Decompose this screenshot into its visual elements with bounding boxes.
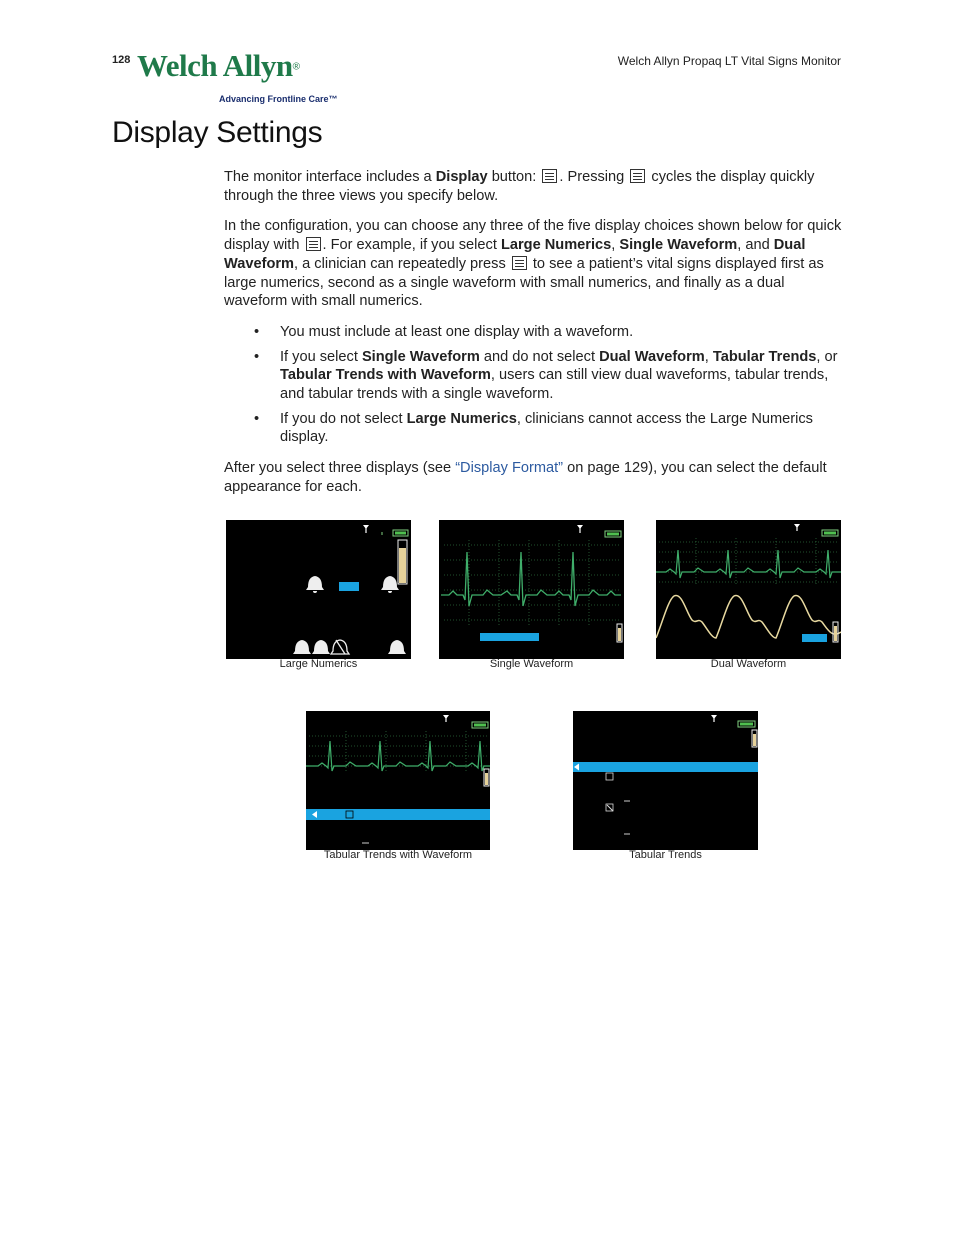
welch-allyn-logo: [137, 48, 338, 104]
bullet-list: [224, 323, 844, 447]
battery-icon: [472, 722, 488, 728]
dual-waveform-screenshot: [656, 520, 841, 659]
bullet-item: • If you do not select Large Numerics, clinicians cannot access the Large Numerics display.: [224, 410, 844, 447]
tabular-trends-screenshot: [573, 711, 758, 850]
display-button-icon: [306, 237, 321, 251]
page-number: 128: [112, 54, 131, 66]
battery-icon: [393, 530, 408, 536]
alarm-bell-icon: [306, 576, 324, 593]
display-button-icon: [542, 169, 557, 183]
highlight-box: [339, 582, 359, 591]
caption-tabular-trends-waveform: Tabular Trends with Waveform: [323, 849, 473, 861]
trend-row-highlight: [306, 809, 490, 820]
antenna-icon: [577, 525, 583, 533]
caption-dual-waveform: Dual Waveform: [710, 658, 787, 670]
alarm-bell-icon: [312, 640, 330, 654]
highlight-box: [802, 634, 827, 642]
battery-icon: [605, 531, 621, 537]
highlight-box: [480, 633, 539, 641]
display-button-icon: [630, 169, 645, 183]
caption-tabular-trends: Tabular Trends: [629, 849, 702, 861]
display-button-icon: [512, 256, 527, 270]
running-header: Welch Allyn Propaq LT Vital Signs Monitor: [617, 54, 841, 68]
display-format-link[interactable]: “Display Format”: [455, 460, 564, 477]
caption-large-numerics: Large Numerics: [279, 658, 358, 670]
brand-name: Welch Allyn: [137, 48, 293, 83]
trend-row-highlight: [573, 762, 758, 772]
paragraph-intro: The monitor interface includes a Display button: . Pressing cycles the display quickly through the three views you specify below.: [224, 169, 815, 204]
paragraph-after: After you select three displays (see “Display Format” on page 129), you can select the default appearance for each.: [224, 460, 827, 495]
bullet-item: • You must include at least one display with a waveform.: [224, 323, 844, 342]
antenna-icon: [363, 525, 369, 533]
antenna-icon: [443, 715, 449, 722]
antenna-icon: [711, 715, 717, 722]
alarm-bell-icon: [293, 640, 311, 654]
battery-icon: [738, 721, 755, 727]
brand-tagline: Advancing Frontline Care™: [219, 94, 338, 104]
large-numerics-screenshot: [226, 520, 411, 659]
pleth-waveform: [656, 595, 841, 638]
bullet-item: • If you select Single Waveform and do not select Dual Waveform, Tabular Trends, or Tabular Trends with Waveform, users can still view dual waveforms, tabular trends, and tabular trends with a single waveform.: [224, 348, 844, 404]
brand-registered: ®: [292, 61, 300, 73]
page-title: Display Settings: [112, 116, 323, 149]
antenna-icon: [794, 524, 800, 531]
body-text: [224, 168, 844, 509]
trend-indicator-icon: [606, 773, 613, 780]
single-waveform-screenshot: [439, 520, 624, 659]
caption-single-waveform: Single Waveform: [489, 658, 574, 670]
alarm-bell-icon: [381, 576, 399, 593]
paragraph-configuration: In the configuration, you can choose any three of the five display choices shown below for quick display with . For example, if you select Large Numerics, Single Waveform, and Dual Waveform, a clinician can repeatedly press to see a patient’s vital signs displayed first as large numerics, second as a single waveform with small numerics, and finally as a dual waveform with small numerics.: [224, 218, 842, 310]
ecg-waveform: [656, 550, 841, 578]
alarm-bell-icon: [388, 640, 406, 654]
battery-icon: [822, 530, 838, 536]
tabular-trends-waveform-screenshot: [306, 711, 490, 850]
